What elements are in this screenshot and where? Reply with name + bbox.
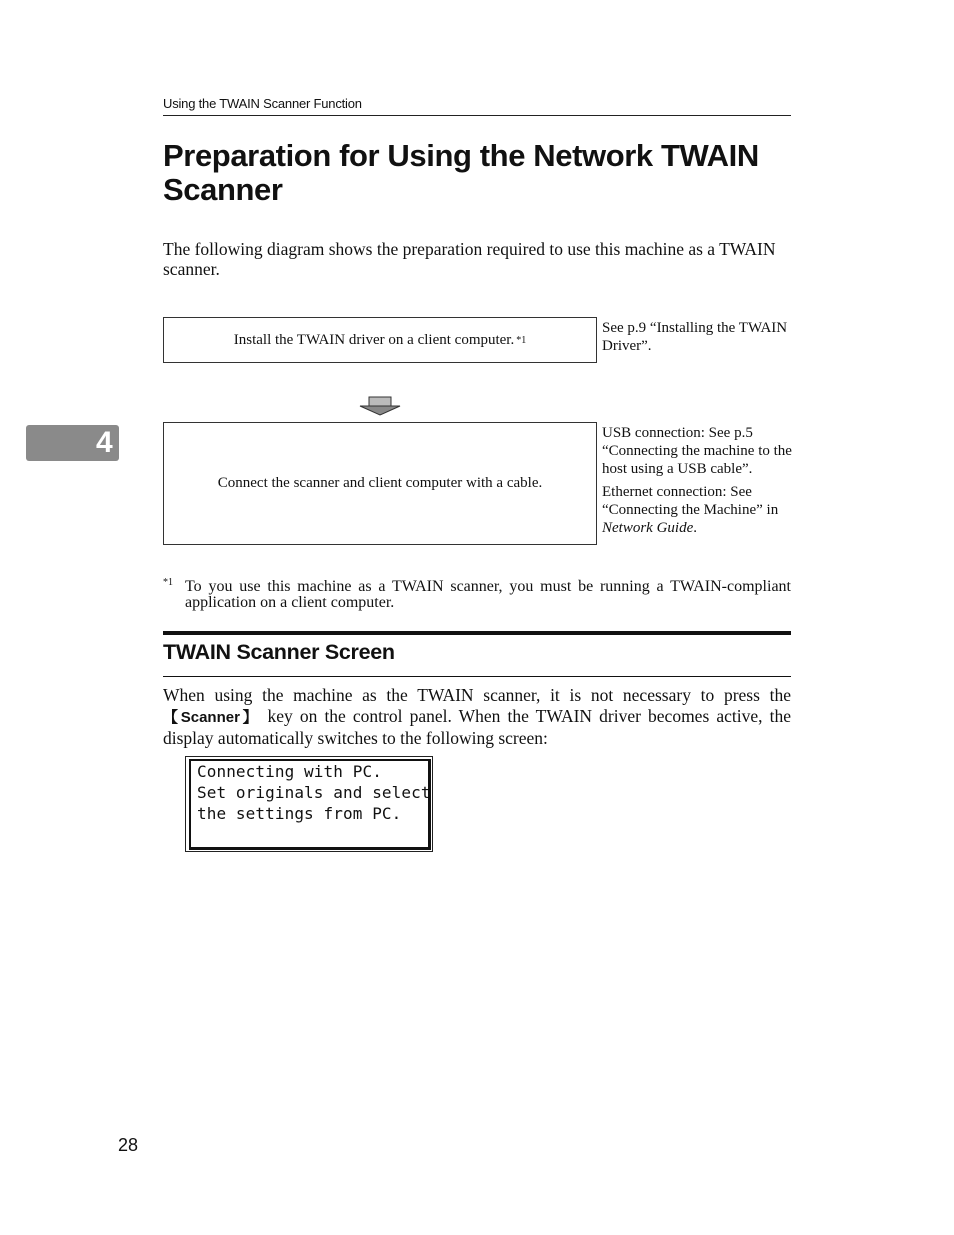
- step1-side-note: See p.9 “Installing the TWAIN Driver”.: [602, 320, 788, 354]
- page-title-line1: Preparation for Using the Network TWAIN: [163, 138, 759, 173]
- section-body-text-1: When using the machine as the TWAIN scanner, it is not necessary to press the: [163, 685, 791, 705]
- step2-box: [163, 422, 597, 545]
- step1-text: Install the TWAIN driver on a client computer.: [233, 331, 515, 348]
- section-rule-top: [163, 631, 791, 635]
- section-body-text-2: key on the control panel. When the TWAIN driver becomes active, the display automatically switches to the following screen:: [163, 705, 791, 748]
- scanner-key-label: 【Scanner】: [163, 708, 261, 726]
- down-arrow-icon: [359, 396, 401, 416]
- step2-side-note-ethernet: [602, 483, 792, 537]
- lcd-line-2: Set originals and select: [197, 783, 431, 802]
- step1-box: [163, 317, 597, 363]
- page-number: 28: [118, 1135, 139, 1155]
- footnote-mark: *1: [163, 577, 173, 588]
- chapter-number: 4: [96, 426, 113, 459]
- lcd-line-3: the settings from PC.: [197, 804, 402, 823]
- section-title: TWAIN Scanner Screen: [163, 640, 395, 664]
- page-title: [163, 139, 803, 207]
- running-header: Using the TWAIN Scanner Function: [163, 96, 362, 111]
- intro-paragraph: The following diagram shows the preparation required to use this machine as a TWAIN scanner.: [163, 239, 776, 279]
- header-rule: [163, 115, 791, 116]
- footnote-text: To you use this machine as a TWAIN scanner, you must be running a TWAIN-compliant application on a client computer.: [185, 578, 791, 611]
- section-rule-bottom: [163, 676, 791, 677]
- section-body: [163, 685, 791, 749]
- eth-note-text: Ethernet connection: See “Connecting the Machine” in: [602, 484, 779, 518]
- eth-note-period: .: [693, 520, 697, 536]
- eth-note-guide-name: Network Guide: [602, 520, 694, 536]
- step2-side-note-usb: USB connection: See p.5 “Connecting the machine to the host using a USB cable”.: [602, 425, 792, 477]
- step1-note-mark: *1: [516, 334, 527, 346]
- lcd-line-1: Connecting with PC.: [197, 762, 382, 781]
- page-title-line2: Scanner: [163, 172, 283, 207]
- step2-text: Connect the scanner and client computer with a cable.: [217, 475, 543, 491]
